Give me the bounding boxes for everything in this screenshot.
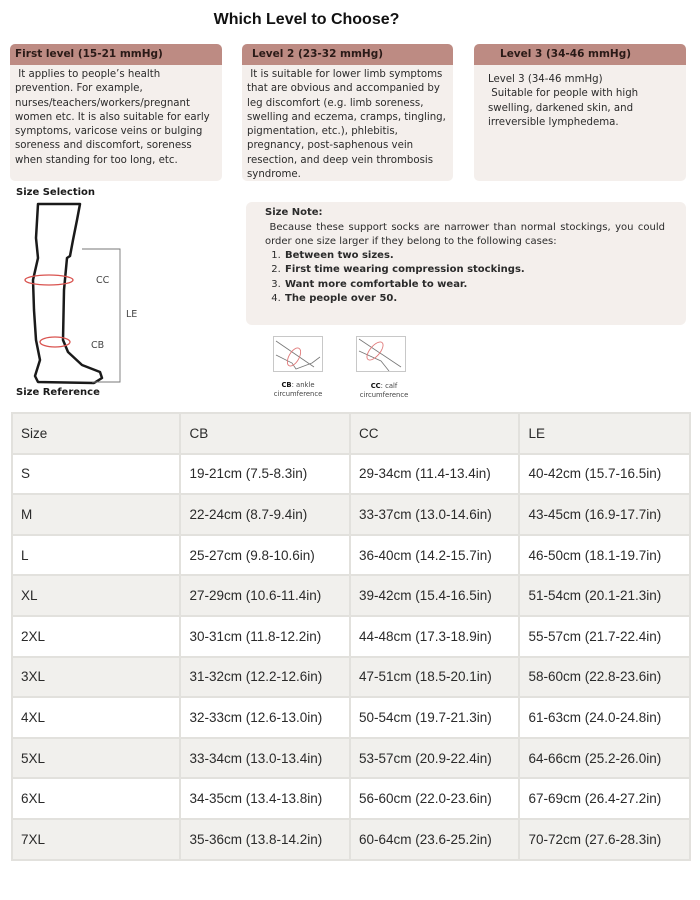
header-cell-cc: CC xyxy=(350,413,520,454)
level-3-heading: Level 3 (34-46 mmHg) xyxy=(474,44,686,65)
cell-le: 55-57cm (21.7-22.4in) xyxy=(519,616,690,657)
size-note-list xyxy=(268,249,525,306)
calf-caption-desc: : calf xyxy=(380,382,398,390)
cell-cb: 35-36cm (13.8-14.2in) xyxy=(180,819,350,860)
table-header-row xyxy=(12,413,690,454)
cell-cb: 27-29cm (10.6-11.4in) xyxy=(180,575,350,616)
le-diagram-label: LE xyxy=(126,309,138,320)
cell-cb: 31-32cm (12.2-12.6in) xyxy=(180,657,350,698)
cell-size: XL xyxy=(12,575,180,616)
header-cell-size: Size xyxy=(12,413,180,454)
size-note-item: 2. First time wearing compression stockings. xyxy=(284,263,525,277)
size-reference-label: Size Reference xyxy=(16,387,100,398)
table-row xyxy=(12,454,690,495)
calf-caption xyxy=(346,382,422,399)
cell-size: 2XL xyxy=(12,616,180,657)
level-1-heading: First level (15-21 mmHg) xyxy=(10,44,222,65)
table-row xyxy=(12,494,690,535)
size-chart-table xyxy=(11,412,691,861)
size-note-item: 1. Between two sizes. xyxy=(284,249,525,263)
cell-cb: 25-27cm (9.8-10.6in) xyxy=(180,535,350,576)
table-row xyxy=(12,657,690,698)
level-3-description: Level 3 (34-46 mmHg) Suitable for people with high swelling, darkened skin, and irreversible lymphedema. xyxy=(488,74,639,128)
size-note-item: 4. The people over 50. xyxy=(284,292,525,306)
cb-diagram-label: CB xyxy=(91,340,105,351)
level-2-heading: Level 2 (23-32 mmHg) xyxy=(242,44,453,65)
size-note-text: Because these support socks are narrower than normal stockings, you could order one size larger if they belong to the following cases: xyxy=(265,222,669,248)
cell-le: 40-42cm (15.7-16.5in) xyxy=(519,454,690,495)
cell-size: 5XL xyxy=(12,738,180,779)
cell-le: 46-50cm (18.1-19.7in) xyxy=(519,535,690,576)
table-row xyxy=(12,738,690,779)
cell-cc: 39-42cm (15.4-16.5in) xyxy=(350,575,520,616)
cell-cb: 22-24cm (8.7-9.4in) xyxy=(180,494,350,535)
ankle-caption-desc: : ankle xyxy=(291,381,315,389)
cell-size: 4XL xyxy=(12,697,180,738)
cell-cc: 29-34cm (11.4-13.4in) xyxy=(350,454,520,495)
table-row xyxy=(12,697,690,738)
calf-thumbnail xyxy=(356,336,406,372)
cell-cc: 50-54cm (19.7-21.3in) xyxy=(350,697,520,738)
cell-cc: 60-64cm (23.6-25.2in) xyxy=(350,819,520,860)
size-note-title: Size Note: xyxy=(265,207,323,218)
calf-caption-desc2: circumference xyxy=(359,390,409,399)
ankle-ring-icon xyxy=(40,337,70,347)
cell-cb: 30-31cm (11.8-12.2in) xyxy=(180,616,350,657)
cell-cb: 34-35cm (13.4-13.8in) xyxy=(180,778,350,819)
ankle-caption-abbr: CB xyxy=(281,381,292,389)
table-row xyxy=(12,575,690,616)
cell-cc: 47-51cm (18.5-20.1in) xyxy=(350,657,520,698)
length-bracket-icon xyxy=(82,249,120,382)
cell-cc: 44-48cm (17.3-18.9in) xyxy=(350,616,520,657)
header-cell-cb: CB xyxy=(180,413,350,454)
cell-size: 3XL xyxy=(12,657,180,698)
table-row xyxy=(12,819,690,860)
cell-cb: 19-21cm (7.5-8.3in) xyxy=(180,454,350,495)
cell-size: S xyxy=(12,454,180,495)
table-row xyxy=(12,535,690,576)
level-1-description: It applies to people’s health prevention. For example, nurses/teachers/workers/pregnant women etc. It is also suitable for early symptoms, varicose veins or bulging soreness and discomfort, soreness when standing for too long, etc. xyxy=(15,69,213,166)
cc-diagram-label: CC xyxy=(96,275,110,286)
size-note-box xyxy=(246,202,686,325)
level-1-card xyxy=(10,44,222,181)
page-title: Which Level to Choose? xyxy=(213,11,400,28)
ankle-measure-icon xyxy=(274,337,322,371)
ankle-caption xyxy=(262,381,334,398)
table-row xyxy=(12,616,690,657)
cell-le: 51-54cm (20.1-21.3in) xyxy=(519,575,690,616)
cell-size: 7XL xyxy=(12,819,180,860)
cell-cc: 53-57cm (20.9-22.4in) xyxy=(350,738,520,779)
cell-le: 61-63cm (24.0-24.8in) xyxy=(519,697,690,738)
cell-le: 64-66cm (25.2-26.0in) xyxy=(519,738,690,779)
cell-le: 43-45cm (16.9-17.7in) xyxy=(519,494,690,535)
cell-cc: 36-40cm (14.2-15.7in) xyxy=(350,535,520,576)
cell-cc: 33-37cm (13.0-14.6in) xyxy=(350,494,520,535)
ankle-thumbnail xyxy=(273,336,323,372)
cell-cb: 32-33cm (12.6-13.0in) xyxy=(180,697,350,738)
leg-diagram xyxy=(20,200,150,386)
cell-le: 67-69cm (26.4-27.2in) xyxy=(519,778,690,819)
level-3-card xyxy=(474,44,686,181)
cell-le: 58-60cm (22.8-23.6in) xyxy=(519,657,690,698)
size-note-item: 3. Want more comfortable to wear. xyxy=(284,278,525,292)
cell-cb: 33-34cm (13.0-13.4in) xyxy=(180,738,350,779)
cell-size: M xyxy=(12,494,180,535)
header-cell-le: LE xyxy=(519,413,690,454)
cell-size: 6XL xyxy=(12,778,180,819)
cell-size: L xyxy=(12,535,180,576)
cell-le: 70-72cm (27.6-28.3in) xyxy=(519,819,690,860)
cell-cc: 56-60cm (22.0-23.6in) xyxy=(350,778,520,819)
calf-measure-icon xyxy=(357,337,405,371)
level-2-description: It is suitable for lower limb symptoms that are obvious and accompanied by leg discomfort (e.g. limb soreness, swelling and eczema, cramps, tingling, pigmentation, etc.), phlebitis, pregnancy, post-saphenous vein resection, and deep vein thrombosis syndrome. xyxy=(247,69,450,181)
level-2-card xyxy=(242,44,453,181)
calf-caption-abbr: CC xyxy=(370,382,381,390)
table-row xyxy=(12,778,690,819)
ankle-caption-desc2: circumference xyxy=(273,389,323,398)
size-selection-label: Size Selection xyxy=(16,187,96,198)
